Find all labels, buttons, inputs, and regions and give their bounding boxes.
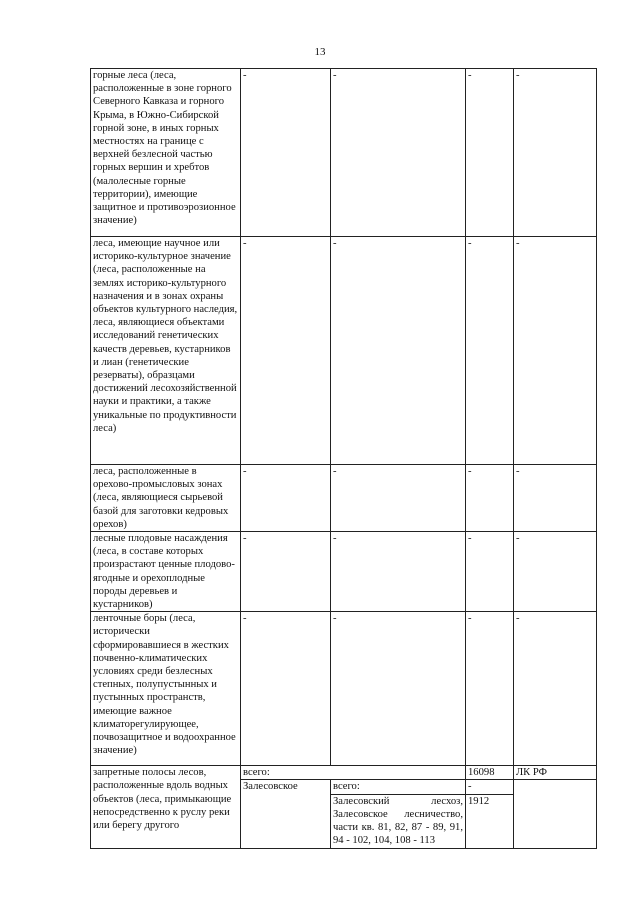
district-name: Залесовское: [241, 780, 331, 848]
forestry-detail: Залесовский лесхоз, Залесовское лесничество, части кв. 81, 82, 87 - 89, 91, 94 - 102, 104, 108 - 113: [331, 794, 466, 848]
page-number: 13: [314, 46, 326, 58]
cell-value: -: [331, 237, 466, 465]
cell-value: -: [514, 465, 597, 532]
cell-value: -: [241, 532, 331, 612]
cell-value: -: [466, 69, 514, 237]
table-row: [91, 69, 597, 237]
cell-value: -: [466, 532, 514, 612]
cell-value: -: [466, 612, 514, 766]
table-row: [91, 465, 597, 532]
cell-value: -: [514, 69, 597, 237]
cell-value: -: [514, 612, 597, 766]
cell-empty: [514, 780, 597, 848]
table-row: [91, 532, 597, 612]
cell-value: -: [241, 237, 331, 465]
sub-total-label: всего:: [331, 780, 466, 794]
cell-value: -: [241, 465, 331, 532]
forestry-detail-value: 1912: [466, 794, 514, 848]
table-row: [91, 612, 597, 766]
row-description: горные леса (леса, расположенные в зоне горного Северного Кавказа и горного Крыма, в Южно-Сибирской горной зоне, в иных горных местностях на границе с верхней безлесной частью горных вершин и хребтов (малолесные горные территории), имеющие защитное и противоэрозионное значение): [91, 69, 241, 237]
cell-value: -: [331, 612, 466, 766]
sub-total-value: -: [466, 780, 514, 794]
row-description: ленточные боры (леса, исторически сформировавшиеся в жестких почвенно-климатических условиях среди безлесных степных, полупустынных и пустынных пространств, имеющие важное климаторегулирующее, почвозащитное и водоохранное значение): [91, 612, 241, 766]
table-row: [91, 766, 597, 780]
row-description: лесные плодовые насаждения (леса, в составе которых произрастают ценные плодово-ягодные и орехоплодные породы деревьев и кустарников): [91, 532, 241, 612]
forest-table: [90, 68, 597, 849]
row-description: леса, расположенные в орехово-промысловых зонах (леса, являющиеся сырьевой базой для заготовки кедровых орехов): [91, 465, 241, 532]
total-value: 16098: [466, 766, 514, 780]
cell-value: -: [331, 465, 466, 532]
cell-value: -: [241, 69, 331, 237]
row-description: леса, имеющие научное или историко-культурное значение (леса, расположенные на землях историко-культурного назначения и в зонах охраны объектов культурного наследия, леса, являющиеся объектами исследований генетических качеств деревьев, кустарников и лиан (генетические резерваты), образцами достижений лесохозяйственной науки и практики, а также уникальные по продуктивности леса): [91, 237, 241, 465]
total-label: всего:: [241, 766, 466, 780]
cell-value: -: [241, 612, 331, 766]
row-description: запретные полосы лесов, расположенные вдоль водных объектов (леса, примыкающие непосредственно к руслу реки или берегу другого: [91, 766, 241, 848]
legal-basis: ЛК РФ: [514, 766, 597, 780]
cell-value: -: [466, 237, 514, 465]
cell-value: -: [331, 69, 466, 237]
cell-value: -: [466, 465, 514, 532]
cell-value: -: [514, 237, 597, 465]
table-row: [91, 237, 597, 465]
cell-value: -: [331, 532, 466, 612]
cell-value: -: [514, 532, 597, 612]
